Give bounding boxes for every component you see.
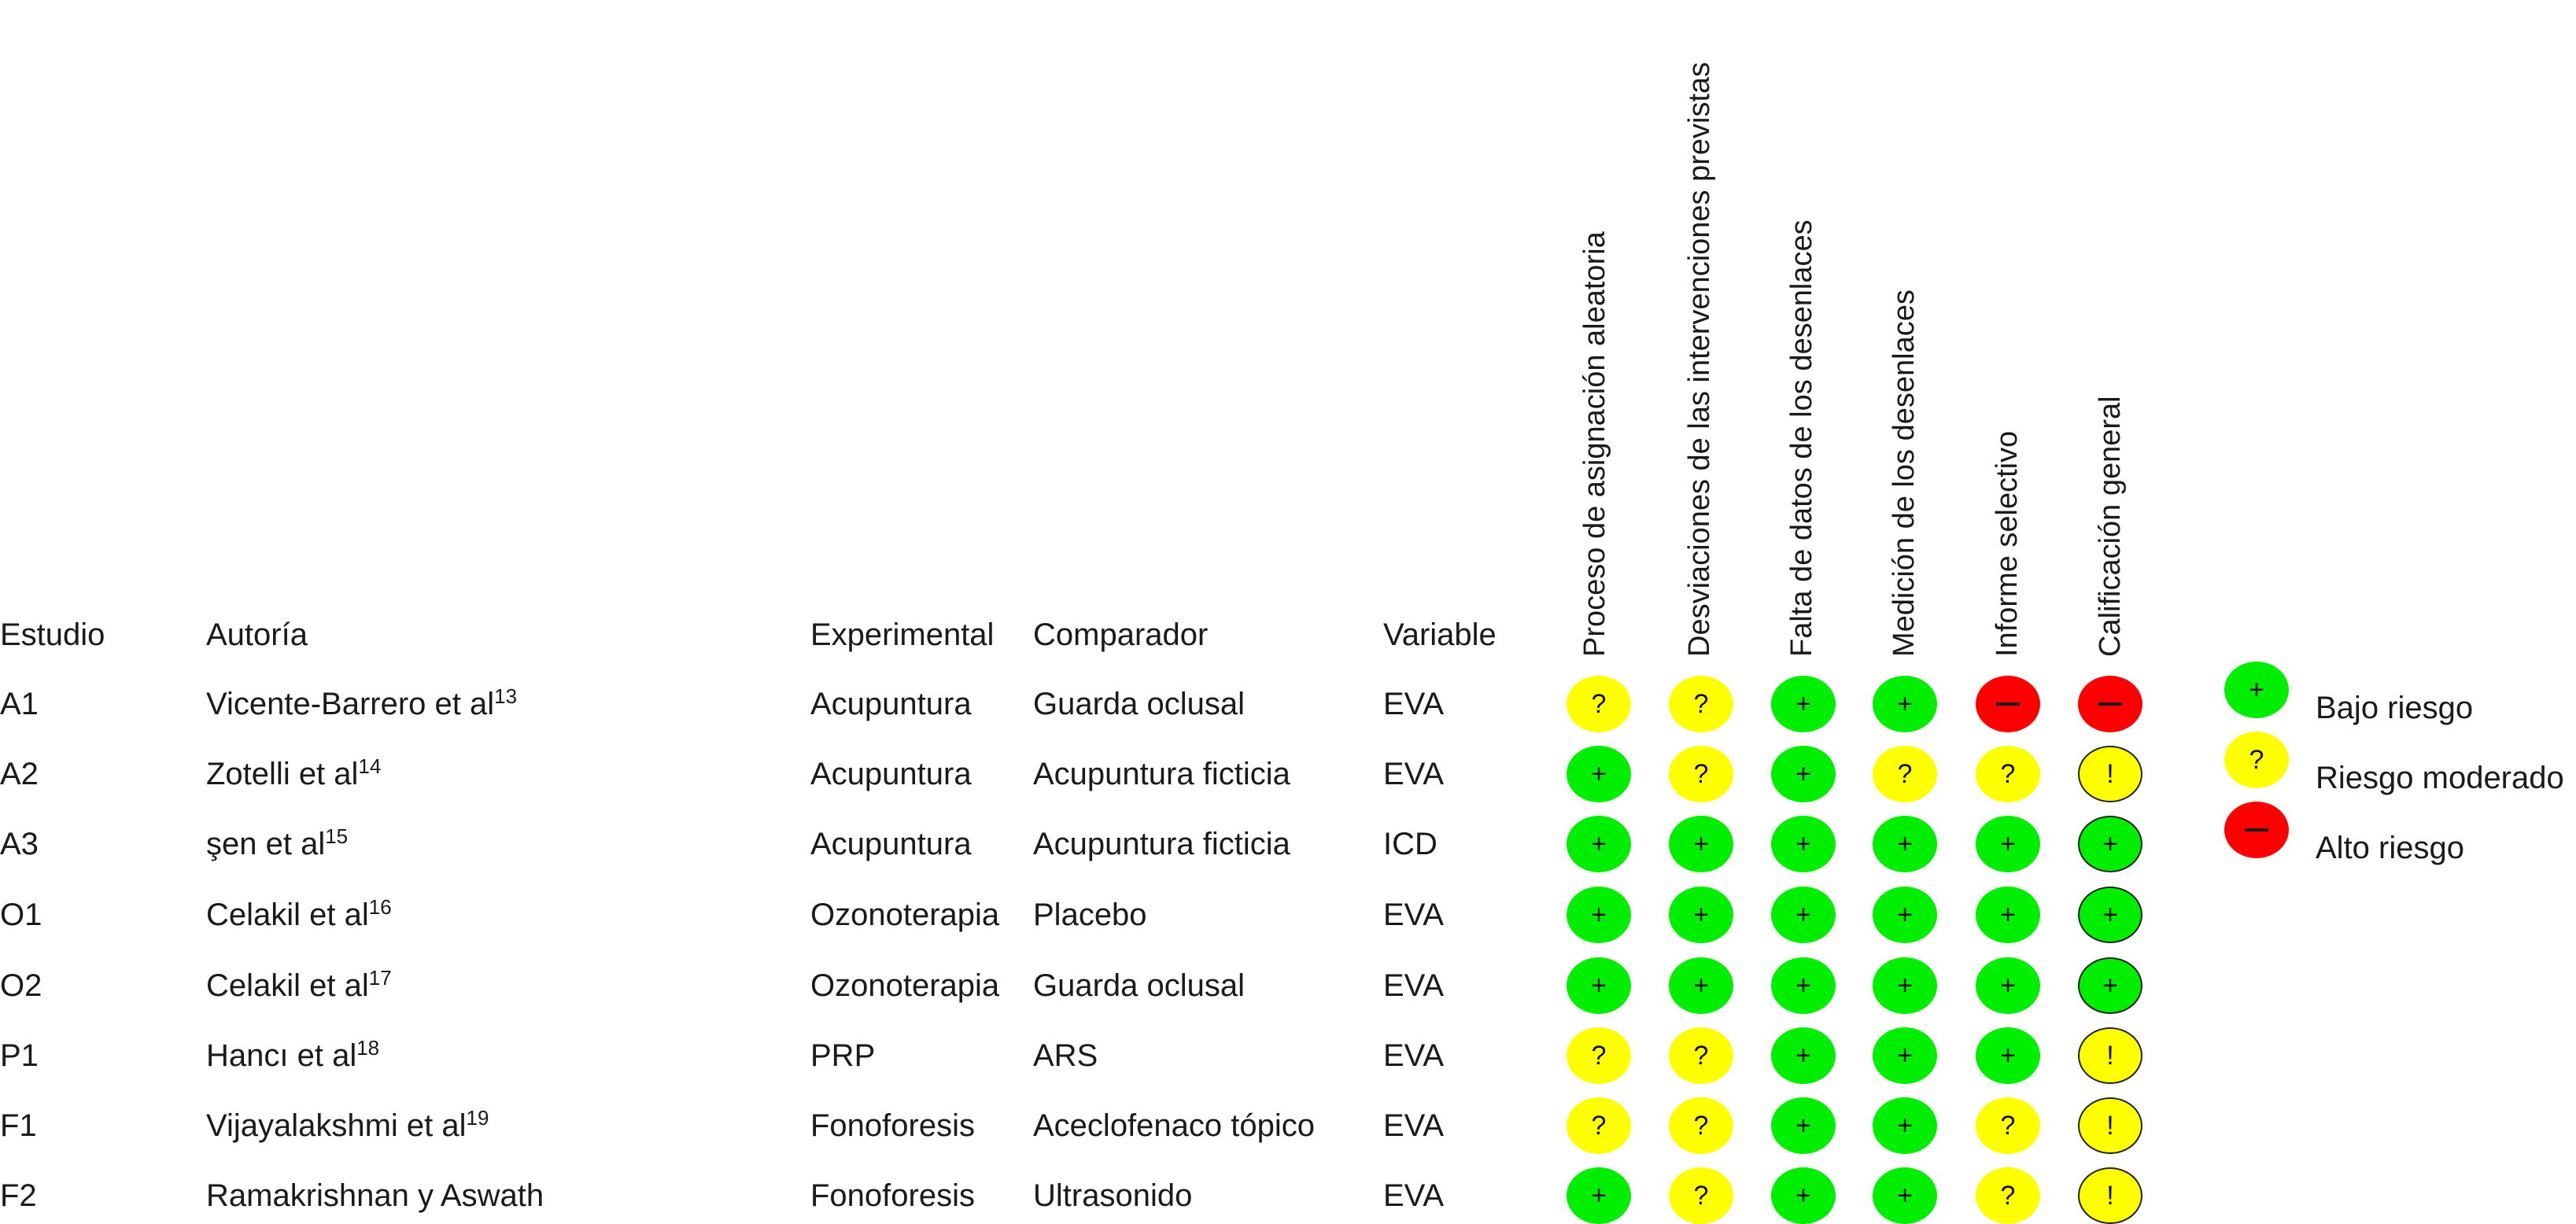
risk-circle <box>2078 676 2142 732</box>
risk-circle <box>1567 676 1631 732</box>
reference-number: 15 <box>325 824 349 848</box>
cell-autoria: şen et $al^{15}$ <box>206 824 349 861</box>
header-experimental: Experimental <box>810 618 995 652</box>
risk-circle <box>1976 1097 2040 1154</box>
risk-circle <box>1771 816 1836 872</box>
rating-symbol: ? <box>1897 758 1913 789</box>
rating-symbol: + <box>1897 1110 1913 1141</box>
cell-variable: EVA <box>1383 898 1445 932</box>
rating-symbol: ? <box>2000 758 2016 789</box>
cell-autoria: Ramakrishnan y Aswath <box>206 1178 544 1213</box>
rating-symbol: ? <box>1693 1040 1709 1071</box>
dash-symbol <box>2245 828 2268 831</box>
rating-symbol: ? <box>1591 688 1607 719</box>
rating-symbol: + <box>1591 899 1607 930</box>
risk-circle <box>1976 957 2040 1014</box>
cell-comparador: Aceclofenaco tópico <box>1033 1108 1316 1143</box>
rating-symbol: + <box>1795 899 1811 930</box>
legend-circle-high <box>2224 802 2289 858</box>
risk-circle <box>2078 1097 2142 1154</box>
cell-estudio: O2 <box>0 968 42 1003</box>
cell-autoria: Vijayalakshmi et $al^{19}$ <box>206 1106 489 1143</box>
rating-symbol: ? <box>1693 1180 1709 1211</box>
cell-experimental: Fonoforesis <box>810 1108 975 1143</box>
rating-symbol: + <box>1591 970 1607 1001</box>
rating-symbol: + <box>1693 899 1709 930</box>
risk-circle <box>1771 1027 1836 1084</box>
legend-label-low: Bajo riesgo <box>2316 691 2474 725</box>
rating-symbol: + <box>2102 970 2118 1001</box>
cell-variable: EVA <box>1383 687 1445 721</box>
cell-estudio: A2 <box>0 757 39 791</box>
rating-symbol: + <box>1795 970 1811 1001</box>
risk-circle <box>1669 816 1733 872</box>
risk-circle <box>1567 1097 1631 1154</box>
rating-symbol: + <box>1897 1180 1913 1211</box>
rating-symbol: + <box>1591 758 1607 789</box>
rating-symbol: + <box>1897 970 1913 1001</box>
reference-number: 13 <box>494 684 518 708</box>
reference-number: 17 <box>368 966 392 990</box>
cell-experimental: Fonoforesis <box>810 1178 975 1213</box>
rating-symbol: + <box>1795 1180 1811 1211</box>
domain-header-deviations: Desviaciones de las intervenciones previstas <box>1683 61 1716 657</box>
legend-label-high: Alto riesgo <box>2316 831 2464 865</box>
rating-symbol: + <box>1897 828 1913 859</box>
rating-symbol: + <box>1897 1040 1913 1071</box>
risk-circle <box>1669 1097 1733 1154</box>
rating-symbol: ! <box>2106 1040 2114 1071</box>
risk-circle <box>2078 816 2142 872</box>
rating-symbol: + <box>1693 970 1709 1001</box>
rating-symbol: ? <box>1693 688 1709 719</box>
rating-symbol: + <box>1795 758 1811 789</box>
risk-circle <box>1771 1097 1836 1154</box>
rating-symbol: ? <box>1591 1040 1607 1071</box>
cell-comparador: Guarda oclusal <box>1033 968 1246 1003</box>
rating-symbol: ! <box>2106 1110 2114 1141</box>
risk-circle <box>1976 1167 2040 1224</box>
domain-header-selective-report: Informe selectivo <box>1991 430 2024 657</box>
risk-circle <box>1669 957 1733 1014</box>
risk-circle <box>1567 816 1631 872</box>
risk-circle <box>1771 1167 1836 1224</box>
risk-circle <box>1669 676 1733 732</box>
risk-circle <box>1567 1167 1631 1224</box>
header-estudio: Estudio <box>0 618 105 652</box>
cell-autoria: Celakil et $al^{17}$ <box>206 966 392 1003</box>
rating-symbol: ? <box>2000 1110 2016 1141</box>
cell-comparador: Guarda oclusal <box>1033 687 1246 721</box>
cell-experimental: Acupuntura <box>810 757 972 791</box>
rating-symbol: + <box>2000 1040 2016 1071</box>
rating-symbol: ? <box>1693 758 1709 789</box>
cell-experimental: Acupuntura <box>810 827 972 861</box>
risk-circle <box>1567 887 1631 943</box>
cell-estudio: F2 <box>0 1178 37 1213</box>
risk-circle <box>1873 1167 1937 1224</box>
rating-symbol: ! <box>2106 1180 2114 1211</box>
domain-header-missing-data: Falta de datos de los desenlaces <box>1785 219 1818 657</box>
rating-symbol: + <box>1591 828 1607 859</box>
rating-symbol: + <box>1795 688 1811 719</box>
cell-comparador: Acupuntura ficticia <box>1033 827 1290 861</box>
risk-circle <box>2078 1027 2142 1084</box>
risk-circle <box>1567 957 1631 1014</box>
risk-circle <box>2078 1167 2142 1224</box>
dash-symbol <box>2098 702 2122 706</box>
cell-experimental: Ozonoterapia <box>810 968 1000 1003</box>
risk-circle <box>1771 746 1836 802</box>
risk-circle <box>2078 746 2142 802</box>
risk-circle <box>1873 746 1937 802</box>
cell-experimental: PRP <box>810 1038 876 1073</box>
reference-number: 16 <box>368 895 392 919</box>
cell-estudio: F1 <box>0 1108 37 1143</box>
header-autoria: Autoría <box>206 618 308 652</box>
risk-circle <box>2078 887 2142 943</box>
rating-symbol: + <box>1795 828 1811 859</box>
risk-circle <box>1669 887 1733 943</box>
risk-circle <box>2078 957 2142 1014</box>
rating-symbol: + <box>2000 899 2016 930</box>
dash-symbol <box>1996 702 2020 706</box>
domain-header-overall: Calificación general <box>2094 396 2127 657</box>
risk-circle <box>1771 957 1836 1014</box>
cell-autoria: Celakil et $al^{16}$ <box>206 895 392 932</box>
cell-experimental: Acupuntura <box>810 687 972 721</box>
risk-circle <box>1873 957 1937 1014</box>
risk-circle <box>1567 746 1631 802</box>
cell-comparador: ARS <box>1033 1038 1098 1073</box>
risk-circle <box>1771 676 1836 732</box>
rating-symbol: + <box>1693 828 1709 859</box>
legend-circle-mod <box>2224 732 2289 788</box>
reference-number: 18 <box>356 1036 380 1060</box>
risk-circle <box>1669 746 1733 802</box>
cell-variable: EVA <box>1383 968 1445 1003</box>
cell-estudio: P1 <box>0 1038 39 1073</box>
header-variable: Variable <box>1383 618 1497 652</box>
domain-header-randomization: Proceso de asignación aleatoria <box>1578 231 1611 657</box>
rating-symbol: ? <box>2249 744 2264 775</box>
cell-estudio: O1 <box>0 898 42 932</box>
cell-comparador: Ultrasonido <box>1033 1178 1193 1213</box>
header-comparador: Comparador <box>1033 618 1209 652</box>
cell-variable: EVA <box>1383 1178 1445 1213</box>
risk-circle <box>1771 887 1836 943</box>
risk-circle <box>1567 1027 1631 1084</box>
cell-variable: EVA <box>1383 757 1445 791</box>
risk-circle <box>1669 1027 1733 1084</box>
cell-autoria: Vicente-Barrero et $al^{13}$ <box>206 684 518 721</box>
risk-circle <box>1873 816 1937 872</box>
rating-symbol: + <box>1897 899 1913 930</box>
rating-symbol: + <box>2000 828 2016 859</box>
cell-autoria: Zotelli et $al^{14}$ <box>206 754 382 791</box>
cell-comparador: Placebo <box>1033 898 1147 932</box>
risk-circle <box>1976 887 2040 943</box>
rating-symbol: ? <box>2000 1180 2016 1211</box>
risk-circle <box>1976 746 2040 802</box>
cell-variable: EVA <box>1383 1108 1445 1143</box>
risk-circle <box>1873 1097 1937 1154</box>
rating-symbol: + <box>2102 899 2118 930</box>
risk-circle <box>1873 1027 1937 1084</box>
cell-experimental: Ozonoterapia <box>810 898 1000 932</box>
cell-variable: ICD <box>1383 827 1437 861</box>
risk-circle <box>1976 676 2040 732</box>
legend-label-mod: Riesgo moderado <box>2316 761 2564 795</box>
risk-circle <box>1976 816 2040 872</box>
rating-symbol: + <box>1795 1110 1811 1141</box>
risk-circle <box>1976 1027 2040 1084</box>
reference-number: 14 <box>358 754 382 778</box>
cell-autoria: Hancı et $al^{18}$ <box>206 1036 380 1073</box>
reference-number: 19 <box>466 1106 489 1130</box>
rating-symbol: + <box>2000 970 2016 1001</box>
rating-symbol: + <box>1795 1040 1811 1071</box>
cell-estudio: A3 <box>0 827 39 861</box>
rating-symbol: ! <box>2106 758 2114 789</box>
cell-variable: EVA <box>1383 1038 1445 1073</box>
legend-circle-low <box>2224 662 2289 718</box>
rating-symbol: ? <box>1693 1110 1709 1141</box>
rating-symbol: + <box>2249 674 2264 705</box>
rating-symbol: + <box>1897 688 1913 719</box>
rating-symbol: + <box>1591 1180 1607 1211</box>
rating-symbol: ? <box>1591 1110 1607 1141</box>
domain-header-measurement: Medición de los desenlaces <box>1888 289 1921 657</box>
rating-symbol: + <box>2102 828 2118 859</box>
cell-estudio: A1 <box>0 687 39 721</box>
risk-circle <box>1873 676 1937 732</box>
cell-comparador: Acupuntura ficticia <box>1033 757 1290 791</box>
risk-circle <box>1669 1167 1733 1224</box>
risk-circle <box>1873 887 1937 943</box>
